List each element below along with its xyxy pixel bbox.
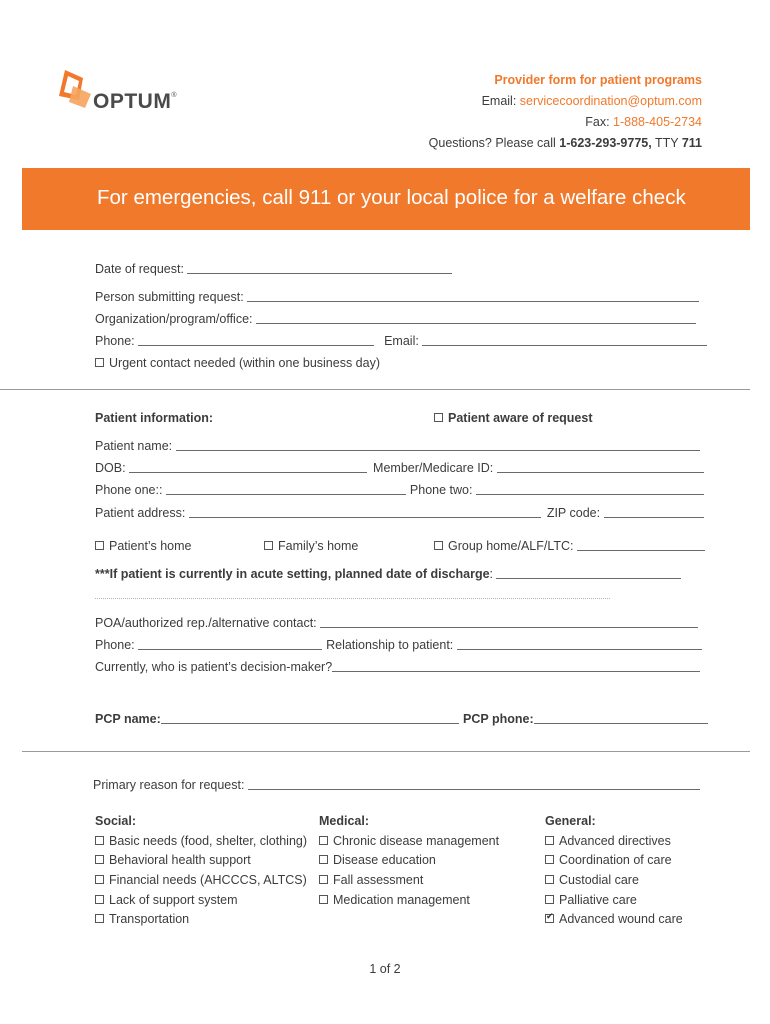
member-id-input[interactable] [497, 462, 704, 473]
patient-address-field [95, 506, 704, 520]
fax-number: 1-888-405-2734 [613, 115, 702, 129]
person-submitting-label: Person submitting request: [95, 290, 248, 304]
zip-code-label: ZIP code: [546, 506, 604, 520]
optum-logo-icon [55, 68, 95, 110]
option-checkbox[interactable] [319, 875, 328, 884]
pcp-name-field [95, 712, 459, 726]
tty-label: TTY [651, 136, 682, 150]
option-label: Lack of support system [109, 893, 238, 907]
option-checkbox[interactable] [95, 914, 104, 923]
section-divider [22, 751, 750, 752]
organization-input[interactable] [256, 313, 696, 324]
urgent-contact-option[interactable] [95, 356, 380, 370]
discharge-date-label: ***If patient is currently in acute setting, planned date of discharge [95, 567, 490, 581]
questions-label: Questions? Please call [428, 136, 560, 150]
submitter-phone-field [95, 334, 707, 348]
patient-aware-checkbox[interactable] [434, 413, 443, 422]
general-option[interactable] [545, 873, 639, 887]
pcp-name-input[interactable] [161, 713, 459, 724]
primary-reason-field [93, 778, 700, 792]
urgent-label: Urgent contact needed (within one business day) [109, 356, 380, 370]
option-checkbox[interactable] [319, 836, 328, 845]
option-label: Transportation [109, 912, 190, 926]
urgent-checkbox[interactable] [95, 358, 104, 367]
submitter-phone-input[interactable] [138, 335, 374, 346]
patient-info-heading: Patient information: [95, 411, 214, 425]
group-home-checkbox[interactable] [434, 541, 443, 550]
date-of-request-field [95, 262, 452, 276]
member-id-label: Member/Medicare ID: [373, 461, 497, 475]
general-heading: General: [545, 814, 596, 828]
option-label: Medication management [333, 893, 470, 907]
discharge-date-colon: : [489, 567, 497, 581]
phone-one-input[interactable] [166, 484, 406, 495]
phone-one-label: Phone one:: [95, 483, 166, 497]
option-label: Custodial care [559, 873, 639, 887]
contact-questions [429, 136, 702, 150]
group-home-label: Group home/ALF/LTC: [448, 539, 577, 553]
option-label: Coordination of care [559, 853, 672, 867]
person-submitting-input[interactable] [247, 291, 699, 302]
date-of-request-label: Date of request: [95, 262, 188, 276]
emergency-banner [22, 168, 750, 230]
general-option[interactable] [545, 834, 671, 848]
organization-field [95, 312, 696, 326]
option-checkbox[interactable] [95, 855, 104, 864]
option-label: Behavioral health support [109, 853, 251, 867]
group-home-input[interactable] [577, 540, 705, 551]
patient-name-input[interactable] [176, 440, 700, 451]
social-heading: Social: [95, 814, 136, 828]
patient-address-label: Patient address: [95, 506, 189, 520]
option-checkbox[interactable] [319, 855, 328, 864]
form-title: Provider form for patient programs [494, 73, 702, 87]
decision-maker-field [95, 660, 700, 674]
patient-aware-option[interactable] [434, 411, 593, 425]
familys-home-label: Family’s home [278, 539, 359, 553]
submitter-email-label: Email: [384, 334, 423, 348]
option-label: Disease education [333, 853, 436, 867]
social-option[interactable] [95, 893, 238, 907]
medical-option[interactable] [319, 834, 499, 848]
option-label: Advanced wound care [559, 912, 683, 926]
optum-logo [55, 68, 205, 118]
medical-option[interactable] [319, 853, 436, 867]
option-label: Chronic disease management [333, 834, 500, 848]
relationship-label: Relationship to patient: [326, 638, 457, 652]
patient-address-input[interactable] [189, 507, 541, 518]
medical-heading: Medical: [319, 814, 370, 828]
poa-phone-label: Phone: [95, 638, 139, 652]
familys-home-checkbox[interactable] [264, 541, 273, 550]
logo-text: OPTUM [93, 90, 172, 113]
general-option[interactable] [545, 912, 683, 926]
relationship-input[interactable] [457, 639, 702, 650]
poa-contact-input[interactable] [320, 617, 698, 628]
poa-contact-field [95, 616, 698, 630]
social-option[interactable] [95, 853, 251, 867]
email-label: Email: [481, 94, 520, 108]
option-checkbox[interactable] [319, 895, 328, 904]
option-label: Fall assessment [333, 873, 424, 887]
poa-contact-label: POA/authorized rep./alternative contact: [95, 616, 321, 630]
fax-label: Fax: [585, 115, 614, 129]
dob-input[interactable] [129, 462, 367, 473]
group-home-option[interactable] [434, 539, 705, 553]
phone-one-field [95, 483, 704, 497]
person-submitting-field [95, 290, 699, 304]
dob-label: DOB: [95, 461, 130, 475]
patient-name-field [95, 439, 700, 453]
questions-phone: 1-623-293-9775, [559, 136, 652, 150]
option-checkbox-checked[interactable] [545, 914, 554, 923]
email-link[interactable]: servicecoordination@optum.com [519, 94, 702, 108]
date-of-request-input[interactable] [187, 263, 452, 274]
social-option[interactable] [95, 873, 307, 887]
registered-mark: ® [171, 92, 177, 99]
option-checkbox[interactable] [545, 855, 554, 864]
pcp-phone-input[interactable] [534, 713, 708, 724]
primary-reason-label: Primary reason for request: [93, 778, 248, 792]
submitter-phone-label: Phone: [95, 334, 139, 348]
phone-two-input[interactable] [476, 484, 704, 495]
social-option[interactable] [95, 834, 307, 848]
social-option[interactable] [95, 912, 189, 926]
decision-maker-input[interactable] [332, 661, 700, 672]
general-option[interactable] [545, 893, 637, 907]
pcp-name-label: PCP name: [95, 712, 161, 726]
general-option[interactable] [545, 853, 672, 867]
zip-code-input[interactable] [604, 507, 704, 518]
primary-reason-input[interactable] [248, 779, 700, 790]
patients-home-option[interactable] [95, 539, 191, 553]
discharge-date-input[interactable] [496, 568, 681, 579]
patient-name-label: Patient name: [95, 439, 176, 453]
tty-number: 711 [681, 136, 702, 150]
patient-aware-label: Patient aware of request [448, 411, 593, 425]
poa-phone-input[interactable] [138, 639, 322, 650]
option-checkbox[interactable] [95, 895, 104, 904]
banner-text: For emergencies, call 911 or your local police for a welfare check [97, 186, 686, 209]
section-divider [0, 389, 750, 390]
option-checkbox[interactable] [545, 875, 554, 884]
poa-phone-field [95, 638, 702, 652]
submitter-email-input[interactable] [422, 335, 707, 346]
decision-maker-label: Currently, who is patient’s decision-maker? [95, 660, 333, 674]
pcp-phone-field [463, 712, 708, 726]
patients-home-checkbox[interactable] [95, 541, 104, 550]
option-checkbox[interactable] [95, 836, 104, 845]
discharge-date-field [95, 567, 681, 581]
contact-fax [585, 115, 702, 129]
dotted-separator [95, 598, 610, 599]
medical-option[interactable] [319, 873, 423, 887]
medical-option[interactable] [319, 893, 470, 907]
option-checkbox[interactable] [95, 875, 104, 884]
dob-field [95, 461, 704, 475]
option-checkbox[interactable] [545, 836, 554, 845]
option-label: Palliative care [559, 893, 637, 907]
pcp-phone-label: PCP phone: [463, 712, 534, 726]
organization-label: Organization/program/office: [95, 312, 256, 326]
familys-home-option[interactable] [264, 539, 358, 553]
contact-email [482, 94, 702, 108]
phone-two-label: Phone two: [409, 483, 476, 497]
option-label: Basic needs (food, shelter, clothing) [109, 834, 308, 848]
page-number: 1 of 2 [369, 962, 401, 976]
option-label: Advanced directives [559, 834, 671, 848]
option-label: Financial needs (AHCCCS, ALTCS) [109, 873, 307, 887]
patients-home-label: Patient’s home [109, 539, 192, 553]
option-checkbox[interactable] [545, 895, 554, 904]
